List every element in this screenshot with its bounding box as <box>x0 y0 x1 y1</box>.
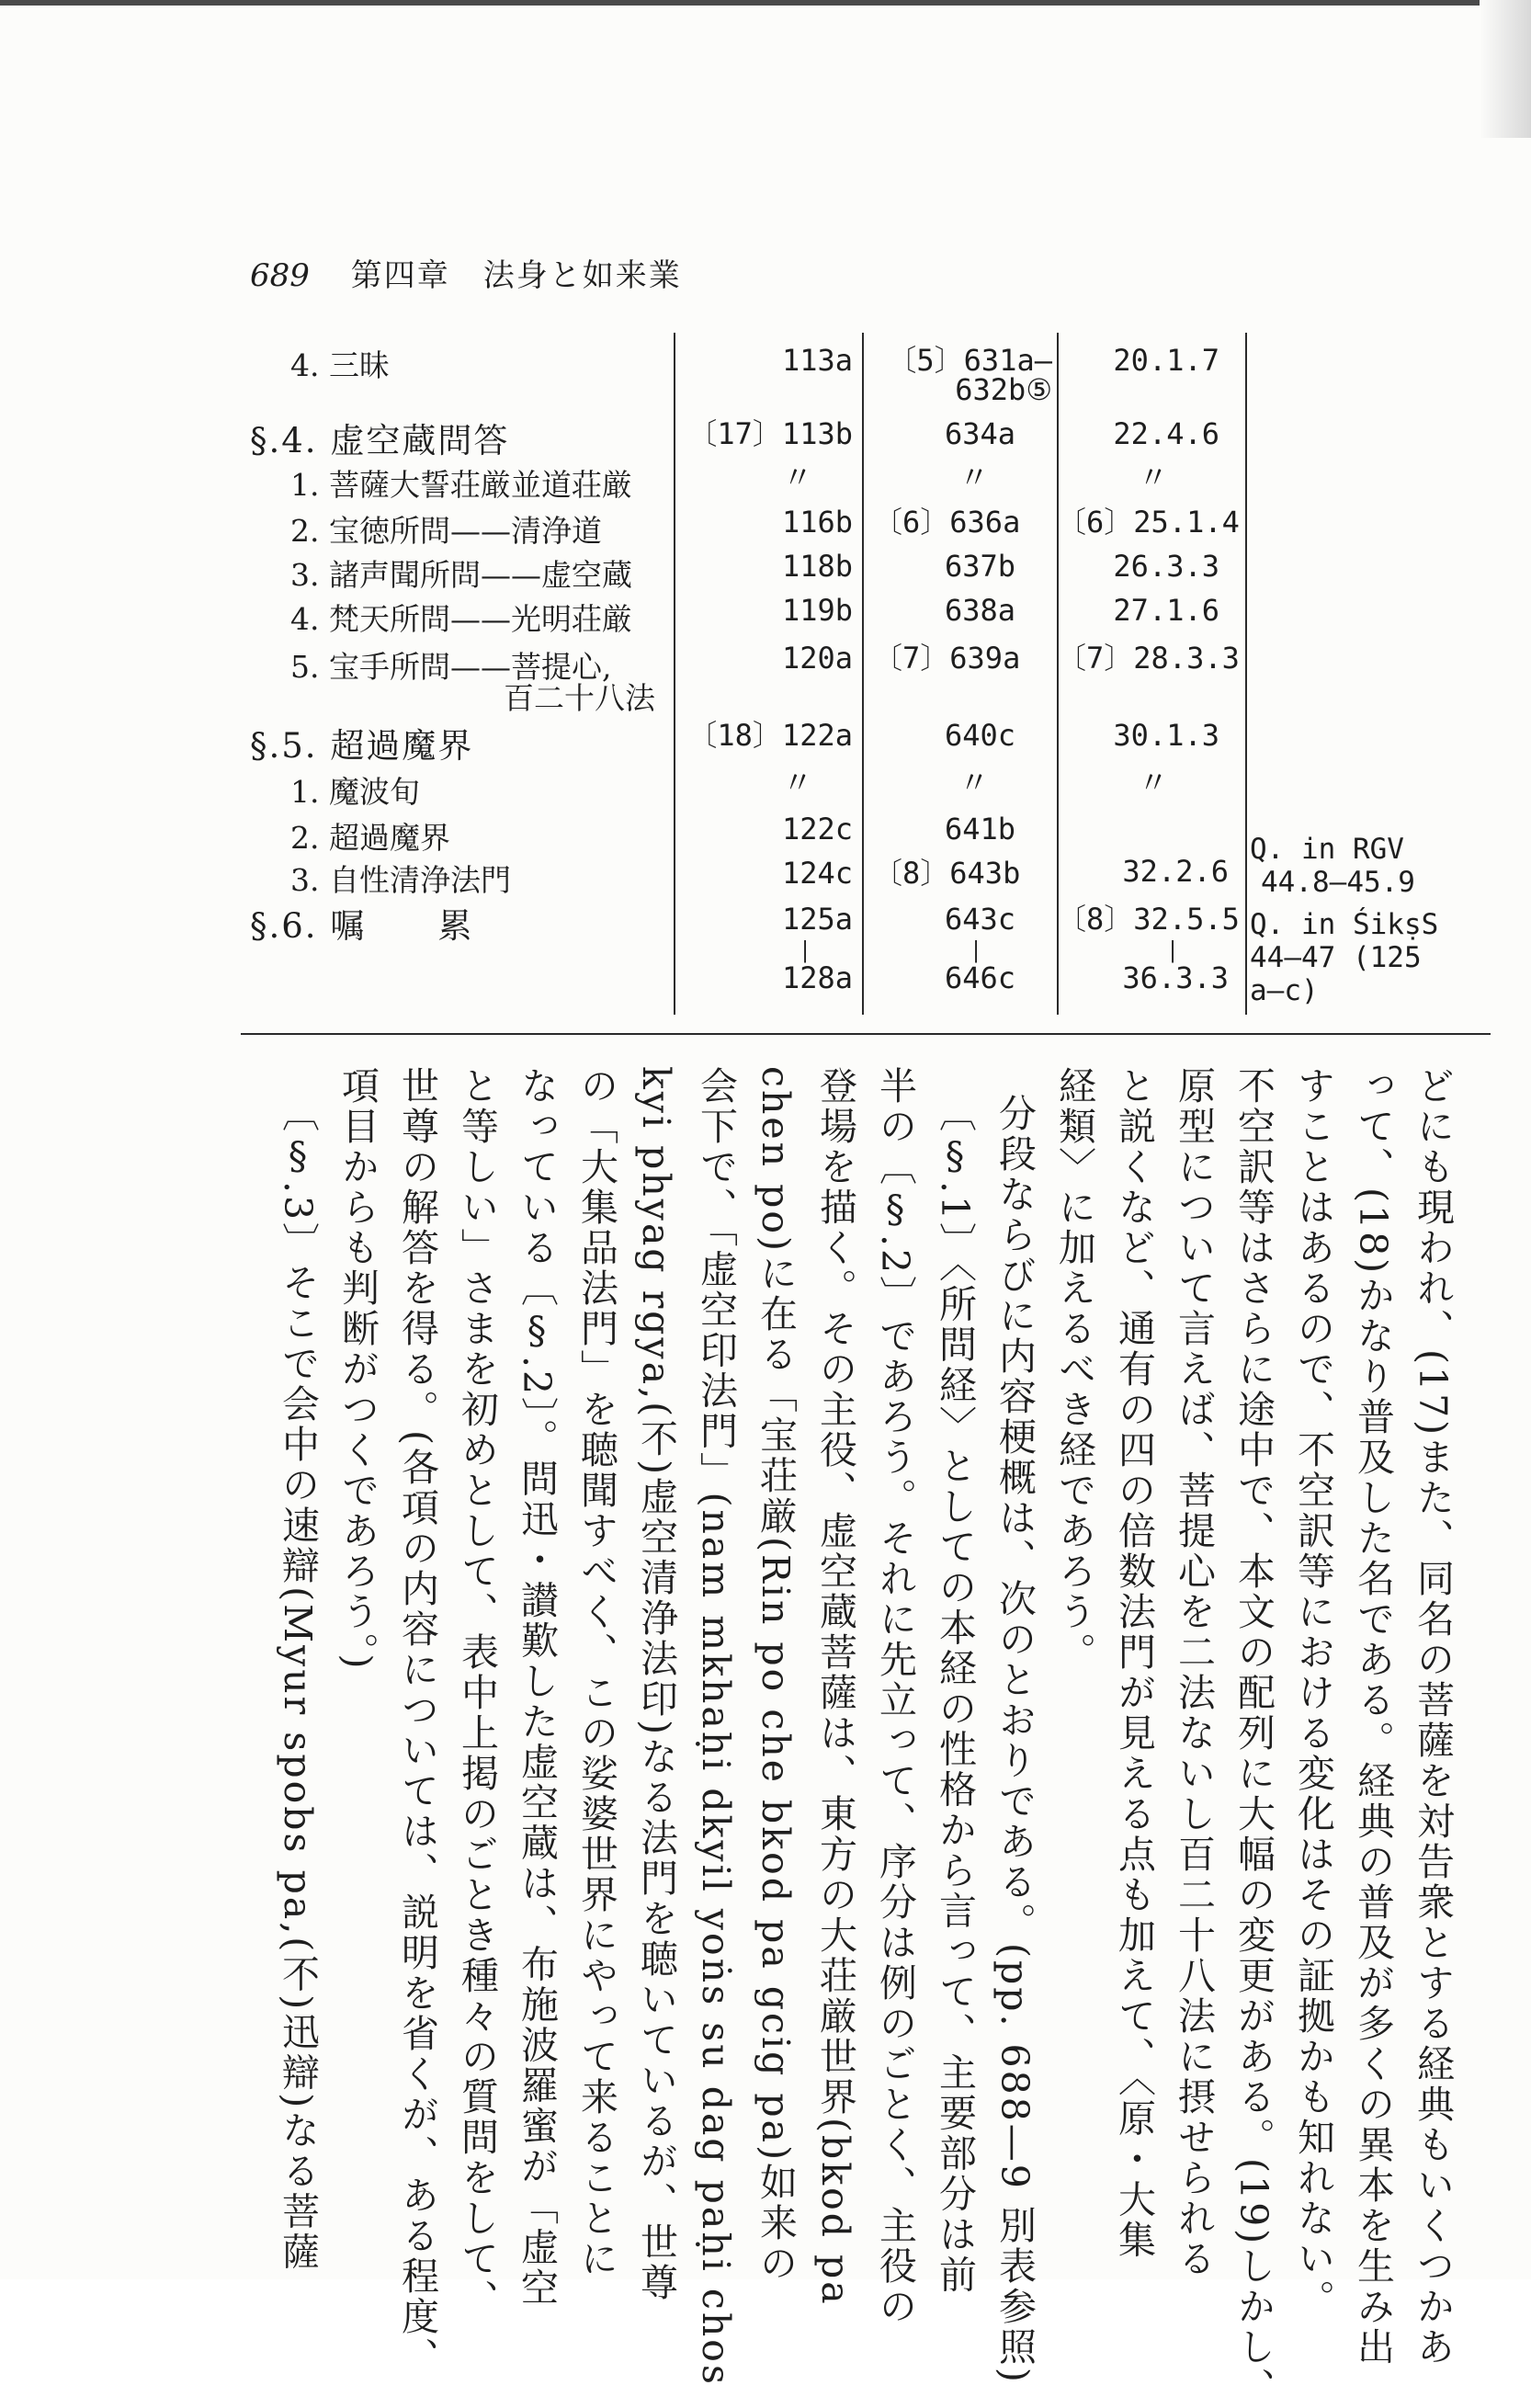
text-column: 分段ならびに内容梗概は、次のとおりである。(pp. 688—9 別表参照) <box>992 1094 1037 2385</box>
text-column: chen po)に在る「宝荘厳(Rin po che bkod pa gcig pa)如来の <box>754 1066 798 2285</box>
row-ref-3: 〃 <box>1138 460 1169 495</box>
row-note: Q. in ŚikṣS <box>1250 908 1439 941</box>
row-ref-1: 〃 <box>782 765 813 801</box>
row-label: 5. 宝手所問——菩提心, <box>290 649 612 685</box>
outline-table <box>0 0 1531 1048</box>
row-ref-1-range: | <box>800 937 810 963</box>
page-number: 689 <box>250 257 310 294</box>
section-label: §.4. 虚空蔵問答 <box>250 421 510 460</box>
row-ref-3: 30.1.3 <box>1113 718 1219 753</box>
text-column: 〔§.1〕〈所問経〉としての本経の性格から言って、主要部分は前 <box>933 1094 977 2296</box>
text-column: 経類〉に加えるべき経であろう。 <box>1052 1066 1096 1673</box>
row-ref-2: 640c <box>944 718 1015 753</box>
row-note-continued: 44.8—45.9 <box>1261 866 1415 899</box>
row-label: 4. 三昧 <box>290 347 390 383</box>
section-label: §.5. 超過魔界 <box>250 726 474 766</box>
row-ref-2: 〔7〕639a <box>873 641 1021 676</box>
row-ref-3: 32.2.6 <box>1122 854 1229 889</box>
row-ref-2-end: 646c <box>944 960 1015 995</box>
row-label: 4. 梵天所問——光明荘厳 <box>290 601 632 637</box>
row-note-continued: 44—47 (125 <box>1250 941 1422 974</box>
table-bottom-rule <box>241 1033 1491 1035</box>
row-ref-1: 〔17〕113b <box>687 416 853 451</box>
row-label: 1. 魔波旬 <box>290 774 420 810</box>
row-ref-1: 116b <box>781 505 853 540</box>
row-label: 2. 超過魔界 <box>290 820 450 856</box>
row-ref-1: 122c <box>781 812 853 846</box>
text-column: 原型について言えば、菩提心を二法ないし百二十八法に摂せられる <box>1172 1066 1216 2279</box>
text-column: の「大集品法門」を聴聞すべく、この娑婆世界にやって来ることに <box>574 1066 618 2279</box>
row-ref-1: 〃 <box>782 460 813 495</box>
row-label: 1. 菩薩大誓荘厳並道荘厳 <box>290 467 632 503</box>
row-ref-2: 〔5〕631a— <box>887 343 1052 378</box>
row-ref-1: 119b <box>781 593 853 628</box>
section-label: §.6. 嘱 累 <box>250 906 474 946</box>
row-ref-2: 643c <box>944 902 1015 937</box>
row-ref-2: 641b <box>944 812 1015 846</box>
row-ref-3: 22.4.6 <box>1113 416 1219 451</box>
row-ref-1: 124c <box>781 856 853 891</box>
text-column: すことはあるので、不空訳等における変化はその証拠かも知れない。 <box>1291 1066 1335 2320</box>
row-ref-2: 637b <box>944 549 1015 584</box>
text-column: 世尊の解答を得る。(各項の内容については、説明を省くが、ある程度、 <box>395 1066 439 2378</box>
row-ref-2: 634a <box>944 416 1015 451</box>
table-divider-4 <box>1245 333 1247 1015</box>
chapter-title: 第四章 法身と如来業 <box>350 257 682 294</box>
row-ref-3-range: | <box>1168 937 1177 963</box>
text-column: 登場を描く。その主役、虚空蔵菩薩は、東方の大荘厳世界(bkod pa <box>813 1066 857 2307</box>
row-ref-1: 113a <box>781 343 853 378</box>
row-ref-3: 〔6〕25.1.4 <box>1057 505 1240 540</box>
row-label: 3. 諸声聞所問——虚空蔵 <box>290 557 632 593</box>
text-column: と等しい」さまを初めとして、表中上掲のごとき種々の質問をして、 <box>455 1066 499 2320</box>
text-column: 半の〔§.2〕であろう。それに先立って、序分は例のごとく、主役の <box>873 1066 917 2328</box>
row-ref-2: 〃 <box>958 460 990 495</box>
text-column: 項目からも判断がつくであろう。) <box>335 1066 380 1672</box>
row-ref-3: 〔8〕32.5.5 <box>1057 902 1240 937</box>
row-ref-1: 120a <box>781 641 853 676</box>
text-column: 会下で、「虚空印法門」(nam mkhaḥi dkyil yoṅs su dag paḥi chos <box>694 1066 738 2387</box>
row-ref-1: 125a <box>781 902 853 937</box>
text-column: って、(18)かなり普及した名である。経典の普及が多くの異本を生み出 <box>1351 1066 1395 2368</box>
text-column: と説くなど、通有の四の倍数法門が見える点も加えて、〈原・大集 <box>1112 1066 1156 2261</box>
row-ref-3: 〔7〕28.3.3 <box>1057 641 1240 676</box>
text-column: なっている〔§.2〕。問迅・讃歎した虚空蔵は、布施波羅蜜が「虚空 <box>515 1066 559 2309</box>
row-ref-3: 27.1.6 <box>1113 593 1219 628</box>
row-note: Q. in RGV <box>1250 833 1404 866</box>
row-ref-2: 638a <box>944 593 1015 628</box>
row-ref-1: 〔18〕122a <box>687 718 853 753</box>
row-ref-1: 118b <box>781 549 853 584</box>
row-ref-3: 26.3.3 <box>1113 549 1219 584</box>
table-divider-2 <box>862 333 864 1015</box>
table-divider-1 <box>674 333 675 1015</box>
vertical-body-text <box>262 1066 1475 2408</box>
row-ref-3: 〃 <box>1138 765 1169 801</box>
row-label: 3. 自性清浄法門 <box>290 862 511 898</box>
text-column: どにも現われ、(17)また、同名の菩薩を対告衆とする経典もいくつかあ <box>1411 1066 1455 2368</box>
row-note-continued: a—c) <box>1250 974 1319 1007</box>
row-ref-1-end: 128a <box>781 960 853 995</box>
row-ref-3: 20.1.7 <box>1113 343 1219 378</box>
row-label-continued: 百二十八法 <box>504 680 655 716</box>
text-column: 不空訳等はさらに途中で、本文の配列に大幅の変更がある。(19)しかし、 <box>1231 1066 1276 2408</box>
row-ref-2b: 632b⑤ <box>955 372 1052 407</box>
text-column: kyi phyag rgya,(不)虚空清浄法印)なる法門を聴いているが、世尊 <box>634 1066 678 2304</box>
row-ref-3-end: 36.3.3 <box>1122 960 1229 995</box>
row-label: 2. 宝徳所問——清浄道 <box>290 513 602 549</box>
row-ref-2-range: | <box>971 937 981 963</box>
row-ref-2: 〔6〕636a <box>873 505 1021 540</box>
row-ref-2: 〃 <box>958 765 990 801</box>
text-column: 〔§.3〕そこで会中の速辯(Myur spobs pa,(不)迅辯)なる菩薩 <box>276 1094 320 2273</box>
row-ref-2: 〔8〕643b <box>873 856 1021 891</box>
